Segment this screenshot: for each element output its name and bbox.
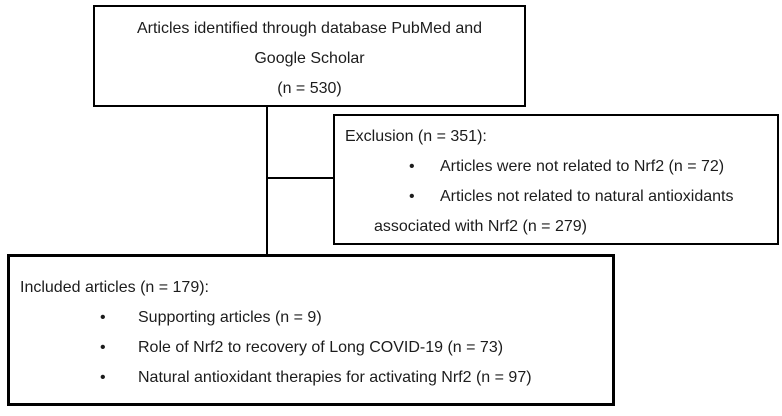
included-bullet-item [100,333,612,363]
included-bullet-item [100,363,612,393]
identification-line-3: (n = 530) [277,80,342,97]
included-bullet-2-text: Role of Nrf2 to recovery of Long COVID-19 (n = 73) [138,339,504,356]
identification-line-2: Google Scholar [254,50,365,67]
connector-exclusion-branch-line [267,177,334,179]
included-bullet-3-text: Natural antioxidant therapies for activating Nrf2 (n = 97) [138,369,532,386]
bullet-icon: • [100,309,106,326]
exclusion-bullet-2-continuation: associated with Nrf2 (n = 279) [374,218,587,235]
bullet-icon: • [409,188,415,205]
exclusion-bullet-item [409,182,777,212]
included-box [7,254,615,406]
bullet-icon: • [100,369,106,386]
exclusion-box [333,114,779,245]
exclusion-bullet-2-text: Articles not related to natural antioxidants [440,188,734,205]
connector-vertical-line [266,106,268,256]
exclusion-header: Exclusion (n = 351): [345,128,487,145]
identification-line-1: Articles identified through database PubMed and [136,20,483,37]
identification-box [93,5,526,107]
included-header: Included articles (n = 179): [20,279,209,296]
bullet-icon: • [409,158,415,175]
exclusion-bullet-item [409,152,777,182]
exclusion-bullet-1-text: Articles were not related to Nrf2 (n = 72) [440,158,725,175]
included-bullet-1-text: Supporting articles (n = 9) [138,309,322,326]
bullet-icon: • [100,339,106,356]
included-bullet-item [100,303,612,333]
